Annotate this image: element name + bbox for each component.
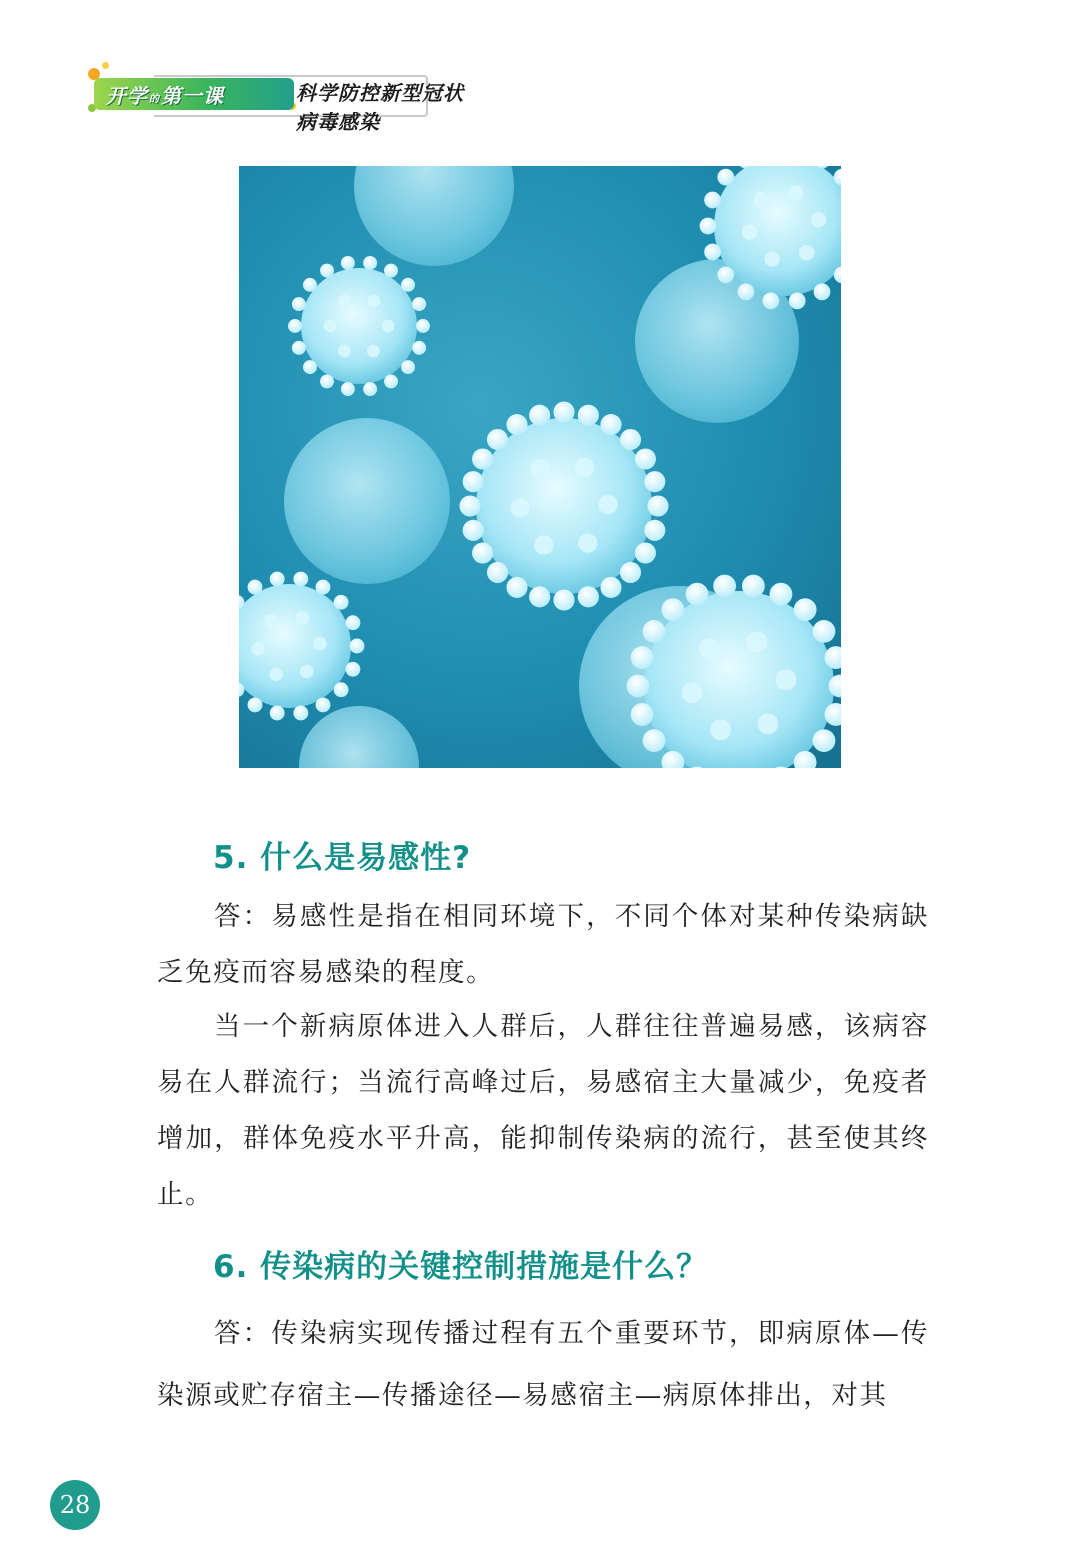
virus-surface-knob (295, 611, 309, 625)
virus-spike (789, 292, 806, 309)
virus-spike (316, 697, 331, 712)
virus-spike (578, 586, 599, 607)
virus-spike (248, 580, 263, 595)
virus-spike (292, 297, 306, 311)
section-5-paragraph-2: 当一个新病原体进入人群后，人群往往普遍易感，该病容易在人群流行；当流行高峰过后，易感宿主大量减少，免疫者增加，群体免疫水平升高，能抑制传染病的流行，甚至使其终止。 (157, 1011, 929, 1210)
virus-surface-knob (510, 498, 529, 517)
virus-spike (717, 169, 734, 186)
virus-surface-knob (710, 719, 731, 740)
virus-spike (600, 577, 621, 598)
virus-particle (301, 268, 417, 384)
virus-surface-knob (367, 345, 380, 358)
virus-spike (384, 374, 398, 388)
virus-spike (334, 682, 349, 697)
section-5-heading: 5. 什么是易感性? (213, 840, 472, 876)
virus-spike (288, 319, 302, 333)
virus-surface-knob (598, 495, 617, 514)
virus-surface-knob (757, 713, 778, 734)
section-6-heading: 6. 传染病的关键控制措施是什么？ (213, 1249, 709, 1285)
virus-spike (643, 620, 666, 643)
virus-surface-knob (575, 457, 594, 476)
virus-surface-knob (742, 224, 757, 239)
virus-spike (620, 562, 641, 583)
virus-spike (635, 542, 656, 563)
virus-spike (713, 575, 736, 598)
virus-spike (600, 414, 621, 435)
virus-spike (341, 382, 355, 396)
virus-spike (248, 697, 263, 712)
virus-surface-knob (753, 192, 768, 207)
virus-spike (700, 218, 717, 235)
virus-surface-knob (269, 667, 283, 681)
virus-spike (341, 256, 355, 270)
virus-spike (292, 341, 306, 355)
virus-illustration (239, 166, 841, 768)
virus-spike (644, 471, 665, 492)
virus-spike (717, 266, 734, 283)
virus-spike (345, 662, 360, 677)
virus-spike (487, 562, 508, 583)
virus-spike (762, 292, 779, 309)
virus-surface-knob (764, 251, 779, 266)
virus-spike (363, 256, 377, 270)
virus-spike (794, 598, 817, 621)
virus-spike (686, 583, 709, 606)
virus-spike (704, 192, 721, 209)
virus-spike (813, 729, 836, 752)
virus-illustration-svg (239, 166, 841, 768)
virus-spike (363, 382, 377, 396)
virus-spike (553, 401, 574, 422)
virus-spike (487, 429, 508, 450)
virus-spike (334, 595, 349, 610)
virus-spike (647, 495, 668, 516)
virus-spike (401, 360, 415, 374)
virus-spike (293, 706, 308, 721)
virus-surface-knob (788, 185, 803, 200)
virus-spike (345, 615, 360, 630)
virus-spike (506, 577, 527, 598)
virus-spike (635, 448, 656, 469)
virus-spike (316, 580, 331, 595)
virus-spike (412, 341, 426, 355)
virus-spike (738, 283, 755, 300)
virus-spike (814, 283, 831, 300)
virus-spike (293, 572, 308, 587)
logo-text-a: 开学 (106, 84, 148, 108)
virus-spike (742, 575, 765, 598)
virus-surface-knob (799, 245, 814, 260)
virus-surface-knob (264, 614, 278, 628)
virus-surface-knob (682, 682, 703, 703)
virus-spike (644, 520, 665, 541)
virus-spike (303, 360, 317, 374)
virus-spike (578, 405, 599, 426)
virus-spike (320, 374, 334, 388)
virus-spike (631, 703, 654, 726)
virus-spike (463, 471, 484, 492)
logo-text-small: 的 (149, 94, 160, 105)
virus-surface-knob (324, 319, 337, 332)
virus-surface-knob (578, 533, 597, 552)
virus-spike (320, 264, 334, 278)
virus-spike (270, 572, 285, 587)
virus-spike (412, 297, 426, 311)
header-title: 科学防控新型冠状病毒感染 (296, 81, 464, 134)
virus-surface-knob (747, 632, 768, 653)
section-6-paragraph-1: 答：传染病实现传播过程有五个重要环节，即病原体—传染源或贮存宿主—传播途径—易感宿主—病原体排出，对其 (157, 1318, 929, 1411)
virus-spike (472, 448, 493, 469)
virus-surface-knob (300, 665, 314, 679)
virus-surface-knob (811, 212, 826, 227)
virus-spike (813, 620, 836, 643)
virus-spike (529, 405, 550, 426)
virus-surface-knob (534, 535, 553, 554)
virus-surface-knob (367, 295, 380, 308)
page-number: 28 (50, 1480, 100, 1530)
virus-surface-knob (313, 637, 327, 651)
virus-surface-knob (251, 642, 265, 656)
virus-spike (416, 319, 430, 333)
virus-surface-knob (338, 294, 351, 307)
virus-spike (661, 598, 684, 621)
virus-surface-knob (776, 669, 797, 690)
section-5-paragraph-1: 答：易感性是指在相同环境下，不同个体对某种传染病缺乏免疫而容易感染的程度。 (157, 901, 929, 988)
virus-spike (303, 278, 317, 292)
virus-spike (627, 675, 650, 698)
virus-spike (384, 264, 398, 278)
virus-spike (459, 495, 480, 516)
virus-spike (506, 414, 527, 435)
virus-spike (553, 589, 574, 610)
page-header (78, 60, 478, 134)
virus-spike (401, 278, 415, 292)
virus-spike (270, 706, 285, 721)
virus-surface-knob (531, 459, 550, 478)
virus-spike (350, 639, 365, 654)
virus-spike (620, 429, 641, 450)
virus-spike (463, 520, 484, 541)
virus-spike (472, 542, 493, 563)
virus-spike (631, 646, 654, 669)
logo-text-b: 第一课 (161, 84, 224, 108)
virus-surface-knob (338, 345, 351, 358)
virus-spike (704, 244, 721, 261)
virus-spike (770, 583, 793, 606)
virus-surface-knob (699, 638, 720, 659)
virus-spike (529, 586, 550, 607)
virus-surface-knob (382, 320, 395, 333)
virus-spike (643, 729, 666, 752)
